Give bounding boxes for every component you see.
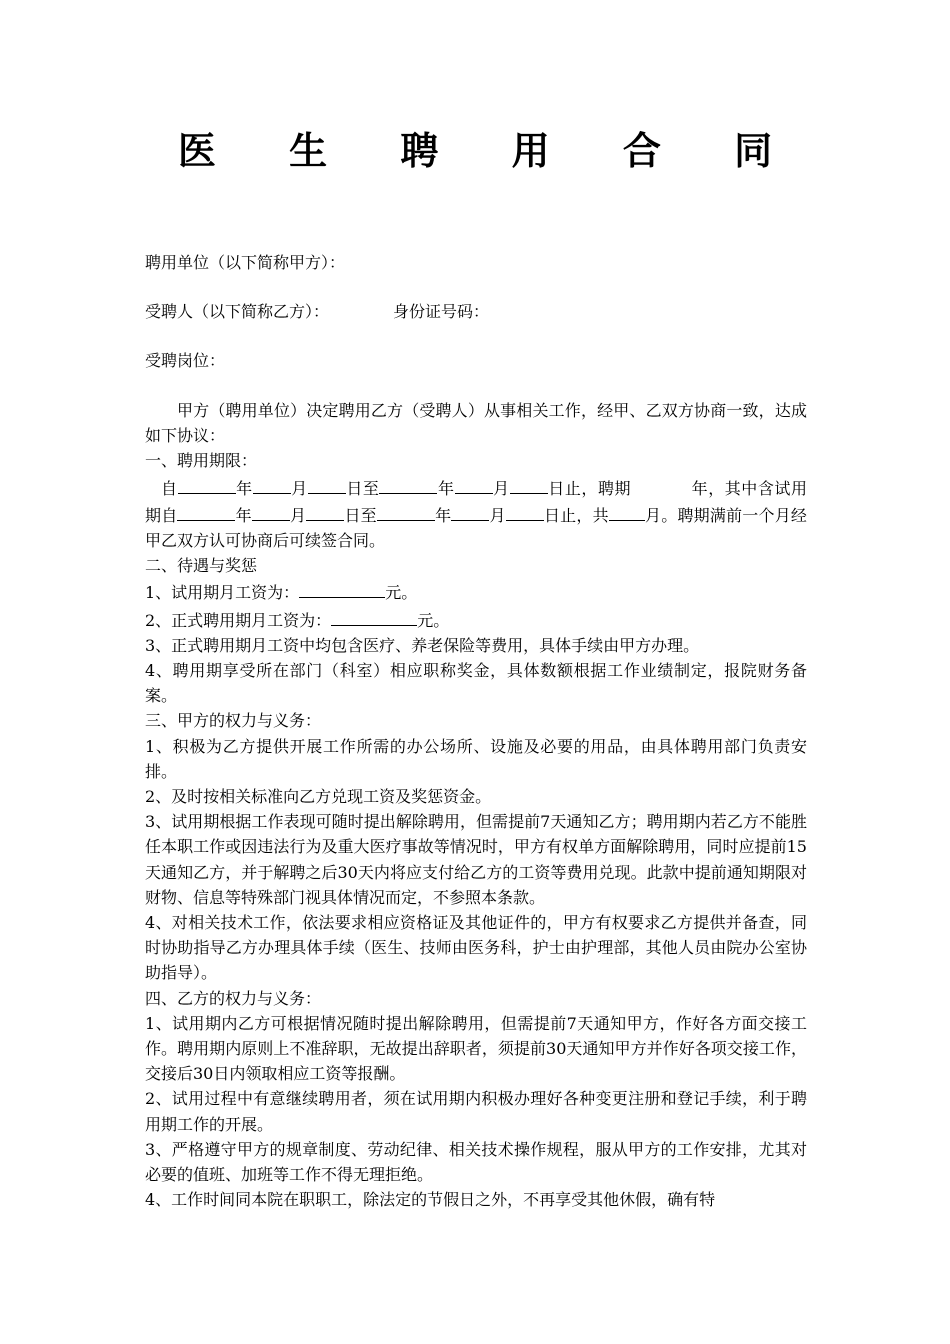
blank-start-month	[253, 474, 291, 494]
section-3-item-4: 4、对相关技术工作，依法要求相应资格证及其他证件的，甲方有权要求乙方提供并备查，同时协助指导乙方办理具体手续（医生、技师由医务科，护士由护理部，其他人员由院办公室协助指导）。	[145, 913, 807, 983]
term-year-text: 年	[235, 505, 252, 525]
formal-salary-label: 2、正式聘用期月工资为：	[145, 610, 332, 630]
section-4-item-1: 1、试用期内乙方可根据情况随时提出解除聘用，但需提前7天通知甲方，作好各方面交接工作。聘用期内原则上不准辞职，无故提出辞职者，须提前30天通知甲方并作好各项交接工作，交接后30日内领取相应工资等报酬。	[145, 1013, 807, 1084]
term-month-text: 月	[492, 478, 510, 498]
blank-end-year	[379, 474, 437, 494]
term-from-text: 自	[161, 478, 178, 498]
blank-probation-end-year	[377, 501, 435, 521]
section-1-term-paragraph	[145, 474, 807, 554]
section-2-item-4: 4、聘用期享受所在部门（科室）相应职称奖金，具体数额根据工作业绩制定，报院财务备案。	[145, 661, 807, 706]
blank-probation-end-day	[506, 501, 544, 521]
probation-salary-label: 1、试用期月工资为：	[145, 583, 300, 603]
blank-end-month	[455, 474, 493, 494]
term-year-text: 年	[437, 478, 455, 498]
section-3-item-1: 1、积极为乙方提供开展工作所需的办公场所、设施及必要的用品，由具体聘用部门负责安排。	[145, 736, 807, 781]
position-label: 受聘岗位：	[145, 351, 226, 370]
yuan-unit: 元。	[417, 610, 450, 630]
section-2-item-2	[145, 606, 807, 633]
document-title: 医 生 聘 用 合 同	[177, 128, 803, 173]
section-4-heading: 四、乙方的权力与义务：	[145, 988, 322, 1008]
term-day-to-text: 日至	[344, 505, 377, 525]
blank-start-day	[308, 474, 346, 494]
section-3-item-3: 3、试用期根据工作表现可随时提出解除聘用，但需提前7天通知乙方；聘用期内若乙方不能胜任本职工作或因违法行为及重大医疗事故等情况时，甲方有权单方面解除聘用，同时应提前15天通知乙方，并于解聘之后30天内将应支付给乙方的工资等费用兑现。此款中提前通知期限对财物、信息等特殊部门视具体情况而定，不参照本条款。	[145, 812, 807, 907]
term-month-text: 月	[290, 478, 308, 498]
term-month-text: 月	[489, 505, 506, 525]
blank-probation-start-day	[306, 501, 344, 521]
blank-probation-start-year	[177, 501, 235, 521]
term-year-text: 年	[235, 478, 253, 498]
section-4-item-4: 4、工作时间同本院在职职工，除法定的节假日之外，不再享受其他休假，确有特	[145, 1190, 716, 1210]
term-total-text: 日止，共	[543, 505, 609, 525]
section-3-heading: 三、甲方的权力与义务：	[145, 711, 322, 731]
position-line	[145, 349, 225, 373]
section-2-item-1	[145, 578, 807, 605]
term-renewal-text: 月。聘期满前一个月经甲乙双方认可协商后可续签合同。	[145, 505, 807, 551]
term-day-end-text: 日止，聘期	[547, 478, 632, 498]
employer-line	[145, 251, 345, 275]
yuan-unit: 元。	[385, 583, 418, 603]
section-3-item-2: 2、及时按相关标准向乙方兑现工资及奖惩资金。	[145, 787, 492, 807]
id-number-label: 身份证号码：	[393, 302, 490, 321]
blank-end-day	[510, 474, 548, 494]
section-2-heading: 二、待遇与奖惩	[145, 556, 258, 576]
employee-line	[145, 300, 489, 324]
section-4-item-2: 2、试用过程中有意继续聘用者，须在试用期内积极办理好各种变更注册和登记手续，利于聘用期工作的开展。	[145, 1089, 807, 1134]
blank-probation-end-month	[451, 501, 489, 521]
blank-probation-start-month	[252, 501, 290, 521]
blank-formal-salary	[331, 606, 417, 626]
blank-start-year	[178, 474, 236, 494]
intro-paragraph: 甲方（聘用单位）决定聘用乙方（受聘人）从事相关工作，经甲、乙双方协商一致，达成如下协议：	[145, 401, 807, 446]
section-1-heading: 一、聘用期限：	[145, 451, 258, 471]
employer-label: 聘用单位（以下简称甲方）：	[145, 253, 346, 272]
blank-total-months	[609, 501, 645, 521]
section-4-item-3: 3、严格遵守甲方的规章制度、劳动纪律、相关技术操作规程，服从甲方的工作安排，尤其对必要的值班、加班等工作不得无理拒绝。	[145, 1139, 807, 1185]
term-month-text: 月	[289, 505, 307, 525]
section-2-item-3: 3、正式聘用期月工资中均包含医疗、养老保险等费用，具体手续由甲方办理。	[145, 635, 700, 655]
term-day-to-text: 日至	[345, 478, 380, 498]
term-year-text: 年	[434, 505, 452, 525]
contract-body	[145, 398, 807, 1213]
blank-probation-salary	[299, 578, 385, 598]
employee-label: 受聘人（以下简称乙方）：	[145, 302, 330, 321]
term-probation-text: 年，其中含试用期自	[145, 478, 807, 525]
